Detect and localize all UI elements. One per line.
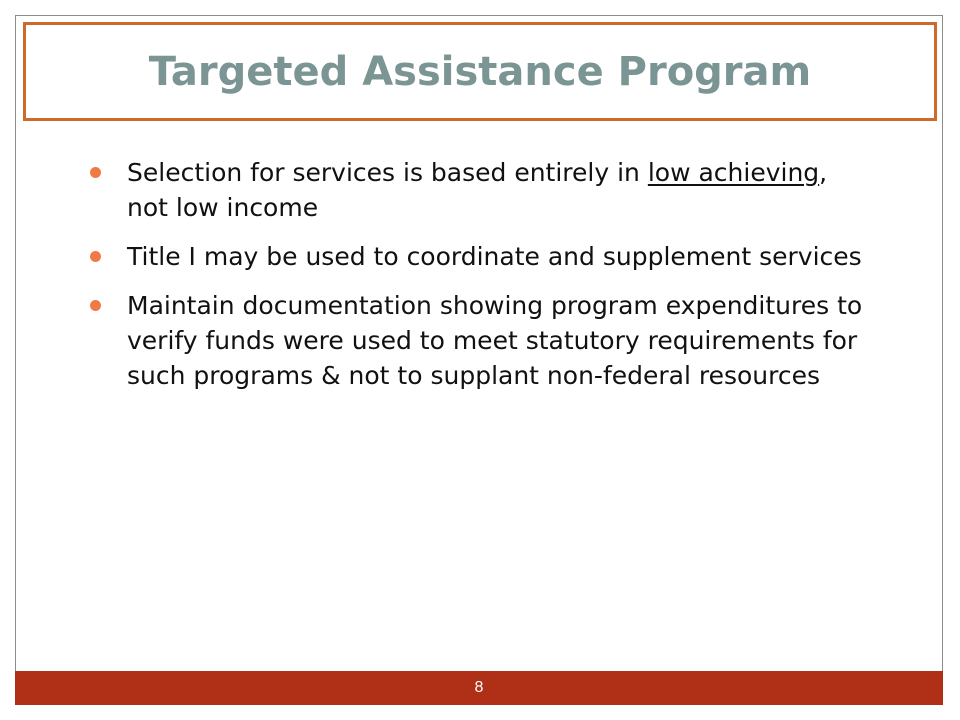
bullet-dot-icon bbox=[90, 251, 101, 262]
bullet-item-title-i bbox=[90, 239, 870, 274]
bullet-text: Title I may be used to coordinate and supplement services bbox=[127, 242, 862, 271]
bullet-item-selection bbox=[90, 155, 870, 225]
bullet-text-part1: Selection for services is based entirely in bbox=[127, 158, 648, 187]
bullet-text-part2: , not low income bbox=[127, 158, 828, 222]
bullet-item-documentation bbox=[90, 288, 870, 393]
bullet-text: Maintain documentation showing program expenditures to verify funds were used to meet statutory requirements for such programs & not to supplant non-federal resources bbox=[127, 291, 863, 390]
slide-title: Targeted Assistance Program bbox=[148, 48, 812, 95]
bullet-list bbox=[90, 155, 870, 407]
bullet-text-underlined: low achieving bbox=[647, 158, 820, 187]
bullet-dot-icon bbox=[90, 167, 101, 178]
footer-bar bbox=[15, 671, 943, 705]
title-box bbox=[23, 22, 937, 121]
slide-number: 8 bbox=[474, 679, 484, 696]
bullet-dot-icon bbox=[90, 300, 101, 311]
